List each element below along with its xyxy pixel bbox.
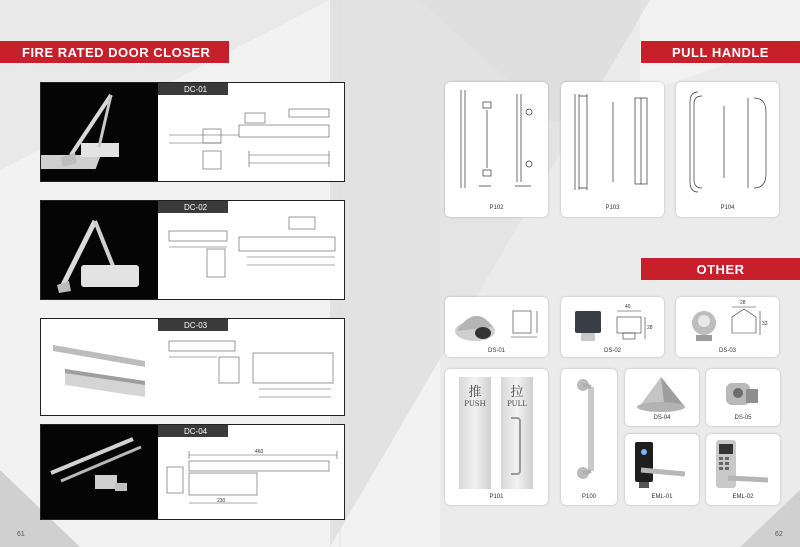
dimension-width: 230 <box>217 498 226 504</box>
model-label: DC-03 <box>184 320 208 330</box>
product-card-ds05 <box>706 369 780 426</box>
model-tab <box>158 201 228 213</box>
model-label: DC-04 <box>184 426 208 436</box>
technical-drawing <box>159 331 344 415</box>
product-label: DS-05 <box>734 415 752 421</box>
product-card-p104 <box>676 82 779 217</box>
model-label: DC-02 <box>184 202 208 212</box>
product-card-eml02 <box>706 434 780 505</box>
product-card-ds01 <box>445 297 548 357</box>
product-card-ds04 <box>625 369 699 426</box>
pull-bar <box>511 417 521 475</box>
product-label: DS-03 <box>718 348 736 354</box>
model-tab <box>158 83 228 95</box>
fire-rated-door-closer-banner <box>0 41 229 63</box>
closer-photo <box>41 201 158 299</box>
technical-drawing <box>159 213 344 299</box>
product-label: DS-01 <box>487 348 505 354</box>
product-card-p100 <box>561 369 617 505</box>
dimension-width: 28 <box>740 300 746 306</box>
closer-card-dc01 <box>40 82 345 182</box>
technical-drawing <box>159 437 344 519</box>
push-en-text: PUSH <box>464 400 486 408</box>
product-card-p103 <box>561 82 664 217</box>
product-card-eml01 <box>625 434 699 505</box>
other-banner <box>641 258 800 280</box>
section-title: PULL HANDLE <box>672 44 769 60</box>
product-card-ds02 <box>561 297 664 357</box>
closer-photo <box>41 83 158 181</box>
page-number-right: 62 <box>775 531 783 538</box>
page-number-left: 61 <box>17 531 25 538</box>
product-card-ds03 <box>676 297 779 357</box>
push-plate <box>459 377 491 489</box>
pull-handle-banner <box>641 41 800 63</box>
product-card-p101 <box>445 369 548 505</box>
technical-drawing <box>159 95 344 181</box>
closer-card-dc02 <box>40 200 345 300</box>
product-label: P100 <box>581 494 596 500</box>
model-tab <box>158 319 228 331</box>
dimension-overall: 460 <box>255 449 264 455</box>
closer-photo <box>41 425 158 519</box>
pull-plate <box>501 377 533 489</box>
closer-photo <box>41 319 158 415</box>
product-label: DS-02 <box>603 348 621 354</box>
closer-card-dc03 <box>40 318 345 416</box>
dimension-width: 40 <box>625 304 631 310</box>
product-label: P103 <box>605 205 620 211</box>
model-label: DC-01 <box>184 84 208 94</box>
product-label: EML-02 <box>732 494 754 500</box>
product-label: EML-01 <box>651 494 673 500</box>
pull-cn-text: 拉 <box>510 385 524 400</box>
product-label: P104 <box>720 205 735 211</box>
dimension-height: 28 <box>647 325 653 331</box>
product-card-p102 <box>445 82 548 217</box>
product-label: P101 <box>489 494 504 500</box>
product-label: DS-04 <box>653 415 671 421</box>
push-cn-text: 推 <box>468 385 482 400</box>
pull-en-text: PULL <box>507 400 527 408</box>
dimension-height: 33 <box>762 321 768 327</box>
product-label: P102 <box>489 205 504 211</box>
section-title: OTHER <box>696 261 745 277</box>
closer-card-dc04 <box>40 424 345 520</box>
model-tab <box>158 425 228 437</box>
section-title: FIRE RATED DOOR CLOSER <box>22 44 211 60</box>
